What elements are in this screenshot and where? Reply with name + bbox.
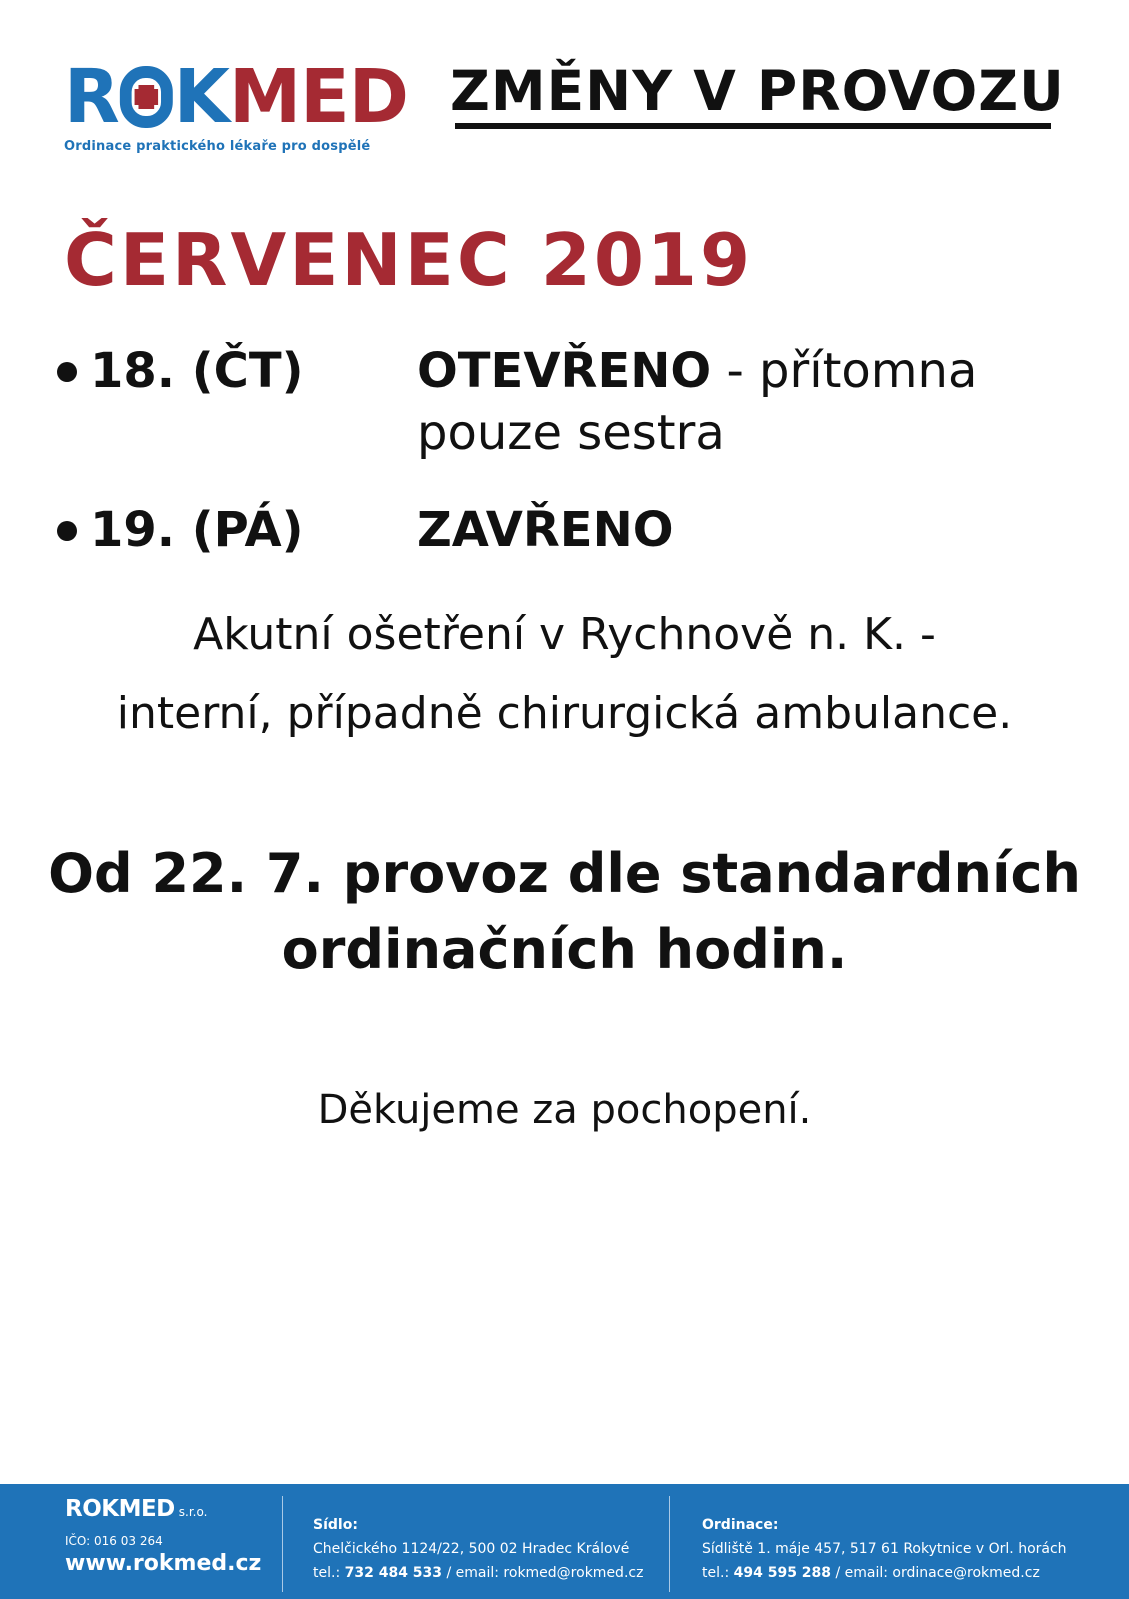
footer-seat-email[interactable]: / email: rokmed@rokmed.cz	[442, 1565, 644, 1581]
logo-letter-r: R	[64, 54, 119, 140]
logo-letter-k: K	[173, 54, 229, 140]
schedule-status-19	[417, 502, 674, 558]
footer-seat-phone[interactable]: 732 484 533	[344, 1565, 443, 1581]
footer-brand-suffix: s.r.o.	[178, 1505, 208, 1519]
status-note-line2: pouze sestra	[417, 405, 725, 461]
logo-letters-med: MED	[228, 54, 408, 140]
page-heading: ZMĚNY V PROVOZU	[450, 59, 1065, 123]
status-note: - přítomna	[711, 343, 978, 399]
month-title: ČERVENEC 2019	[64, 218, 754, 302]
footer-brand: ROKMED	[65, 1496, 175, 1522]
footer-seat-title: Sídlo:	[313, 1517, 358, 1533]
footer	[0, 1484, 1129, 1599]
acute-care-line2: interní, případně chirurgická ambulance.	[116, 688, 1013, 739]
acute-care-line1: Akutní ošetření v Rychnově n. K. -	[193, 609, 936, 660]
heading-underline	[455, 123, 1051, 129]
footer-seat-address: Chelčického 1124/22, 500 02 Hradec Králové	[313, 1541, 630, 1557]
footer-office-title: Ordinace:	[702, 1517, 779, 1533]
footer-website-link[interactable]: www.rokmed.cz	[65, 1551, 262, 1576]
footer-office-contact: tel.: 494 595 288 / email: ordinace@rokmed.cz	[702, 1565, 1040, 1581]
logo-tagline: Ordinace praktického lékaře pro dospělé	[64, 139, 371, 154]
schedule-status-18	[417, 343, 977, 399]
status-closed: ZAVŘENO	[417, 502, 674, 558]
footer-logo	[65, 1496, 208, 1522]
schedule-day-18: 18. (ČT)	[90, 343, 304, 399]
footer-seat-contact: tel.: 732 484 533 / email: rokmed@rokmed.cz	[313, 1565, 644, 1581]
resume-line2: ordinačních hodin.	[281, 918, 848, 981]
status-open: OTEVŘENO	[417, 343, 712, 399]
footer-divider	[669, 1496, 670, 1592]
bullet-icon	[57, 362, 77, 382]
resume-line1: Od 22. 7. provoz dle standardních	[48, 842, 1081, 905]
footer-office-email[interactable]: / email: ordinace@rokmed.cz	[831, 1565, 1040, 1581]
schedule-day-19: 19. (PÁ)	[90, 502, 304, 558]
footer-office-address: Sídliště 1. máje 457, 517 61 Rokytnice v Orl. horách	[702, 1541, 1067, 1557]
thanks-message: Děkujeme za pochopení.	[317, 1087, 812, 1133]
footer-divider	[282, 1496, 283, 1592]
bullet-icon	[57, 521, 77, 541]
footer-office-phone[interactable]: 494 595 288	[733, 1565, 832, 1581]
logo-wordmark	[64, 54, 408, 140]
logo-cross-icon	[120, 66, 173, 128]
footer-ico: IČO: 016 03 264	[65, 1534, 163, 1548]
